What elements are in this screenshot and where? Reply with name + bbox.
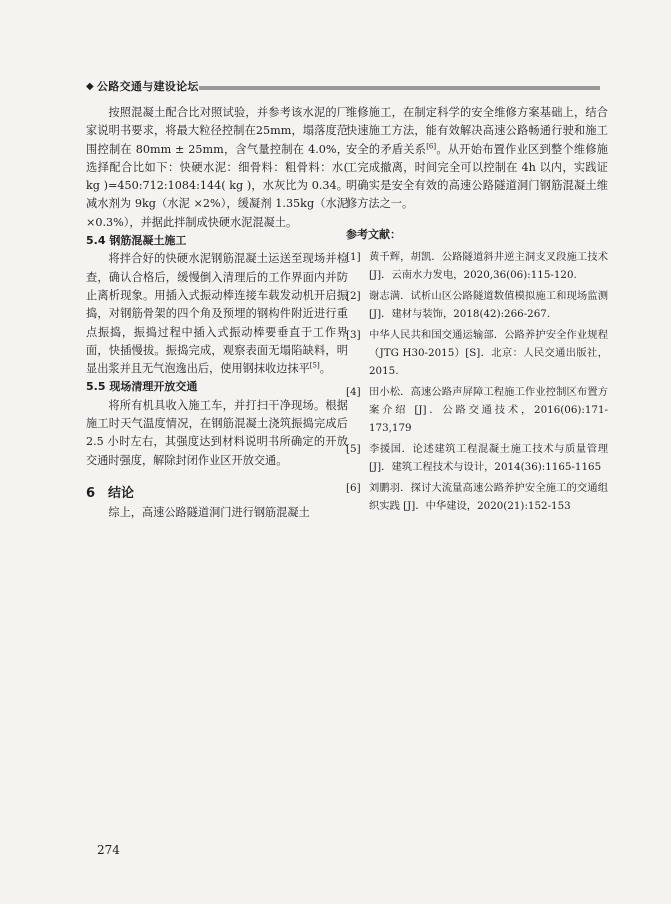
references-heading: 参考文献： xyxy=(346,227,401,241)
reference-list xyxy=(346,248,608,515)
left-column xyxy=(86,104,348,522)
section-heading-6: 6 结论 xyxy=(86,485,135,501)
reference-item: [6] 刘鹏羽．探讨大流量高速公路养护安全施工的交通组织实践 [J]．中华建设，2020(21):152-153 xyxy=(346,481,608,512)
reference-item: [3] 中华人民共和国交通运输部．公路养护安全作业规程（JTG H30-2015）[S]．北京：人民交通出版社，2015. xyxy=(346,328,608,377)
citation[interactable]: [5] xyxy=(309,361,320,370)
reference-item: [1] 黄千辉，胡凯．公路隧道斜井逆主洞支叉段施工技术 [J]．云南水力发电，2020,36(06):115-120. xyxy=(346,250,608,281)
reference-item: [5] 李援国．论述建筑工程混凝土施工技术与质量管理 [J]．建筑工程技术与设计，2014(36):1165-1165 xyxy=(346,442,608,473)
reference-item: [4] 田小松．高速公路声屏障工程施工作业控制区布置方案介绍 [J]．公路交通技术，2016(06):171-173,179 xyxy=(346,385,608,434)
citation[interactable]: [6] xyxy=(426,141,437,150)
body-paragraph: 将拌合好的快硬水泥钢筋混凝土运送至现场并检查，确认合格后，缓慢倒入清理后的工作界面内并防止离析现象。用插入式振动棒连接车载发动机开启振捣，对钢筋骨架的四个角及预埋的钢构件附近进行重点振捣，振捣过程中插入式振动棒要垂直于工作界面，快插慢拔。振捣完成，观察表面无塌陷缺料，明显出浆并且无气泡逸出后，使用钢抹收边抹平[5]。 xyxy=(86,252,348,376)
diamond-icon: ◆ xyxy=(86,81,94,92)
body-paragraph: 综上，高速公路隧道洞门进行钢筋混凝土 xyxy=(108,505,310,519)
section-heading-5-5: 5.5 现场清理开放交通 xyxy=(86,380,198,394)
body-paragraph: 维修施工，在制定科学的安全维修方案基础上，结合快速施工方法，能有效解决高速公路畅通行驶和施工安全的矛盾关系[6]。从开始布置作业区到整个维修施工完成撤离，时间完全可以控制在 4h 以内，实践证明确实是安全有效的高速公路隧道洞门钢筋混凝土维修方法之一。 xyxy=(346,106,608,211)
section-heading-5-4: 5.4 钢筋混凝土施工 xyxy=(86,234,187,248)
page-number: 274 xyxy=(97,843,120,857)
body-paragraph: 将所有机具收入施工车，并打扫干净现场。根据施工时天气温度情况，在钢筋混凝土浇筑振捣完成后 2.5 小时左右，其强度达到材料说明书所确定的开放交通时强度，解除封闭作业区开放交通。 xyxy=(86,398,348,467)
reference-item: [2] 谢志满．试析山区公路隧道数值模拟施工和现场监测 [J]．建材与装饰，2018(42):266-267. xyxy=(346,289,608,320)
journal-title: 公路交通与建设论坛 xyxy=(97,80,199,93)
body-paragraph: 按照混凝土配合比对照试验，并参考该水泥的厂家说明书要求，将最大粒径控制在25mm，塌落度范围控制在 80mm ± 25mm，含气量控制在 4.0%，选择配合比如下：快硬水泥：细骨料：粗骨料：水( kg )=450:712:1084:144( kg )，水灰比为 0.34。减水剂为 9kg（水泥 ×2%），缓凝剂 1.35kg（水泥 ×0.3%），并据此拌制成快硬水泥混凝土。 xyxy=(86,106,348,229)
right-column xyxy=(346,104,608,518)
header-rule xyxy=(199,86,600,90)
running-header xyxy=(86,80,600,96)
